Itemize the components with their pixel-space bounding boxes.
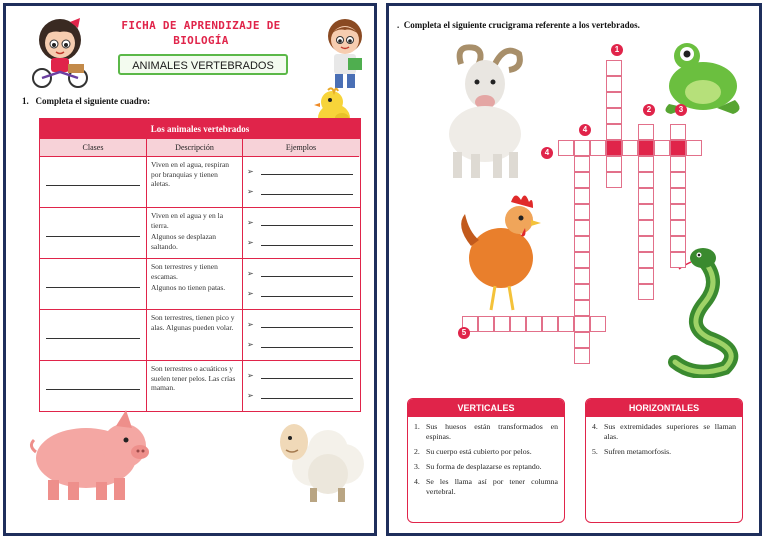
pig-illustration xyxy=(26,406,156,506)
crossword-cell[interactable] xyxy=(670,220,686,236)
crossword-cell[interactable] xyxy=(606,156,622,172)
crossword-cell[interactable] xyxy=(638,204,654,220)
header-ejemplos: Ejemplos xyxy=(243,139,359,157)
example-answer-line[interactable] xyxy=(261,276,353,277)
crossword-cell[interactable] xyxy=(542,316,558,332)
crossword-cell[interactable] xyxy=(574,332,590,348)
crossword-cell[interactable] xyxy=(606,60,622,76)
clase-answer-line[interactable] xyxy=(46,185,140,186)
crossword-cell[interactable] xyxy=(638,220,654,236)
crossword-cell[interactable] xyxy=(574,316,590,332)
example-answer-line[interactable] xyxy=(261,174,353,175)
crossword-cell[interactable] xyxy=(574,252,590,268)
crossword-cell[interactable] xyxy=(622,140,638,156)
row-description: Viven en el agua y en la tierra. xyxy=(151,211,224,230)
table-row xyxy=(40,208,360,259)
table-row xyxy=(40,259,360,310)
crossword-cell[interactable] xyxy=(638,236,654,252)
boy-with-book-illustration xyxy=(320,14,370,92)
worksheet-subtitle: ANIMALES VERTEBRADOS xyxy=(118,54,288,75)
row-description: Viven en el agua, respiran por branquias y tienen aletas. xyxy=(151,160,230,188)
table-header xyxy=(40,139,360,157)
crossword-cell[interactable] xyxy=(670,236,686,252)
row-description: Son terrestres, tienen pico y alas. Algunas pueden volar. xyxy=(151,313,235,332)
clue-number-4-vertical: 4 xyxy=(579,124,591,136)
crossword-cell[interactable] xyxy=(574,220,590,236)
row-description: Algunos se desplazan saltando. xyxy=(151,232,216,251)
crossword-cell[interactable] xyxy=(494,316,510,332)
bullet-icon: ➢ xyxy=(247,238,254,247)
crossword-cell[interactable] xyxy=(638,124,654,140)
question-1: 1. Completa el siguiente cuadro: xyxy=(22,96,151,106)
bullet-icon: ➢ xyxy=(247,167,254,176)
example-answer-line[interactable] xyxy=(261,378,353,379)
horizontales-title: HORIZONTALES xyxy=(586,399,742,417)
horizontales-box xyxy=(585,398,743,523)
crossword-cell[interactable] xyxy=(478,316,494,332)
frog-illustration xyxy=(657,34,747,116)
crossword-page xyxy=(386,3,762,536)
crossword-cell[interactable] xyxy=(574,140,590,156)
vertebrates-table xyxy=(39,118,361,412)
crossword-cell-shaded xyxy=(670,140,686,156)
bullet-icon: ➢ xyxy=(247,269,254,278)
crossword-cell[interactable] xyxy=(638,268,654,284)
crossword-cell[interactable] xyxy=(574,284,590,300)
verticales-box xyxy=(407,398,565,523)
crossword-cell[interactable] xyxy=(638,284,654,300)
header-descripcion: Descripción xyxy=(147,139,243,157)
example-answer-line[interactable] xyxy=(261,327,353,328)
worksheet-title: FICHA DE APRENDIZAJE DE BIOLOGÍA xyxy=(121,19,281,47)
crossword-cell[interactable] xyxy=(526,316,542,332)
example-answer-line[interactable] xyxy=(261,194,353,195)
bullet-icon: ➢ xyxy=(247,371,254,380)
row-description: Son terrestres o acuáticos y suelen tener pelos. Las crías maman. xyxy=(151,364,236,392)
crossword-cell[interactable] xyxy=(606,76,622,92)
clase-answer-line[interactable] xyxy=(46,338,140,339)
example-answer-line[interactable] xyxy=(261,347,353,348)
example-answer-line[interactable] xyxy=(261,245,353,246)
worksheet-page xyxy=(3,3,377,536)
clue-number-5: 5 xyxy=(458,327,470,339)
crossword-cell[interactable] xyxy=(558,316,574,332)
crossword-cell[interactable] xyxy=(606,108,622,124)
vertical-clue: 2. Su cuerpo está cubierto por pelos. xyxy=(414,447,532,456)
table-title: Los animales vertebrados xyxy=(40,119,360,139)
verticales-title: VERTICALES xyxy=(408,399,564,417)
crossword-cell[interactable] xyxy=(574,268,590,284)
bullet-icon: ➢ xyxy=(247,340,254,349)
crossword-cell[interactable] xyxy=(574,348,590,364)
clase-answer-line[interactable] xyxy=(46,389,140,390)
crossword-cell[interactable] xyxy=(574,172,590,188)
crossword-cell[interactable] xyxy=(590,140,606,156)
row-description: Son terrestres y tienen escamas. xyxy=(151,262,218,281)
crossword-cell[interactable] xyxy=(670,188,686,204)
crossword-cell[interactable] xyxy=(670,204,686,220)
crossword-cell[interactable] xyxy=(606,124,622,140)
clue-number-1: 1 xyxy=(611,44,623,56)
table-row xyxy=(40,361,360,411)
vertical-clue: 3. Su forma de desplazarse es reptando. xyxy=(414,462,542,471)
crossword-cell[interactable] xyxy=(558,140,574,156)
horizontal-clue: 5. Sufren metamorfosis. xyxy=(592,447,672,456)
crossword-cell[interactable] xyxy=(590,316,606,332)
example-answer-line[interactable] xyxy=(261,225,353,226)
goat-illustration xyxy=(425,42,535,182)
horizontal-clue: 4. Sus extremidades superiores se llaman alas. xyxy=(592,422,736,441)
crossword-cell[interactable] xyxy=(638,156,654,172)
example-answer-line[interactable] xyxy=(261,398,353,399)
header-clases: Clases xyxy=(40,139,147,157)
girl-on-bike-illustration xyxy=(24,14,96,90)
crossword-cell-shaded xyxy=(606,140,622,156)
crossword-cell[interactable] xyxy=(670,252,686,268)
crossword-question: . Completa el siguiente crucigrama referente a los vertebrados. xyxy=(397,20,640,30)
crossword-cell[interactable] xyxy=(638,188,654,204)
crossword-cell[interactable] xyxy=(574,300,590,316)
bullet-icon: ➢ xyxy=(247,218,254,227)
crossword-cell[interactable] xyxy=(686,140,702,156)
crossword-cell[interactable] xyxy=(606,92,622,108)
crossword-cell[interactable] xyxy=(574,204,590,220)
crossword-cell[interactable] xyxy=(574,236,590,252)
vertical-clue: 1. Sus huesos están transformados en espinas. xyxy=(414,422,558,441)
crossword-cell[interactable] xyxy=(638,172,654,188)
crossword-cell[interactable] xyxy=(574,156,590,172)
crossword-cell[interactable] xyxy=(670,172,686,188)
bullet-icon: ➢ xyxy=(247,391,254,400)
vertical-clue: 4. Se les llama así por tener columna vertebral. xyxy=(414,477,558,496)
clue-number-4-horizontal: 4 xyxy=(541,147,553,159)
crossword-cell[interactable] xyxy=(670,156,686,172)
clue-number-2: 2 xyxy=(643,104,655,116)
crossword-cell[interactable] xyxy=(510,316,526,332)
crossword-cell[interactable] xyxy=(606,172,622,188)
crossword-cell[interactable] xyxy=(654,140,670,156)
bullet-icon: ➢ xyxy=(247,320,254,329)
crossword-cell[interactable] xyxy=(574,188,590,204)
clase-answer-line[interactable] xyxy=(46,236,140,237)
clue-number-3: 3 xyxy=(675,104,687,116)
bullet-icon: ➢ xyxy=(247,289,254,298)
sheep-illustration xyxy=(268,406,372,506)
clase-answer-line[interactable] xyxy=(46,287,140,288)
bullet-icon: ➢ xyxy=(247,187,254,196)
table-row xyxy=(40,310,360,361)
row-description: Algunos no tienen patas. xyxy=(151,283,226,292)
crossword-cell[interactable] xyxy=(638,252,654,268)
example-answer-line[interactable] xyxy=(261,296,353,297)
crossword-cell-shaded xyxy=(638,140,654,156)
rooster-illustration xyxy=(455,186,555,316)
table-row xyxy=(40,157,360,208)
crossword-cell[interactable] xyxy=(670,124,686,140)
